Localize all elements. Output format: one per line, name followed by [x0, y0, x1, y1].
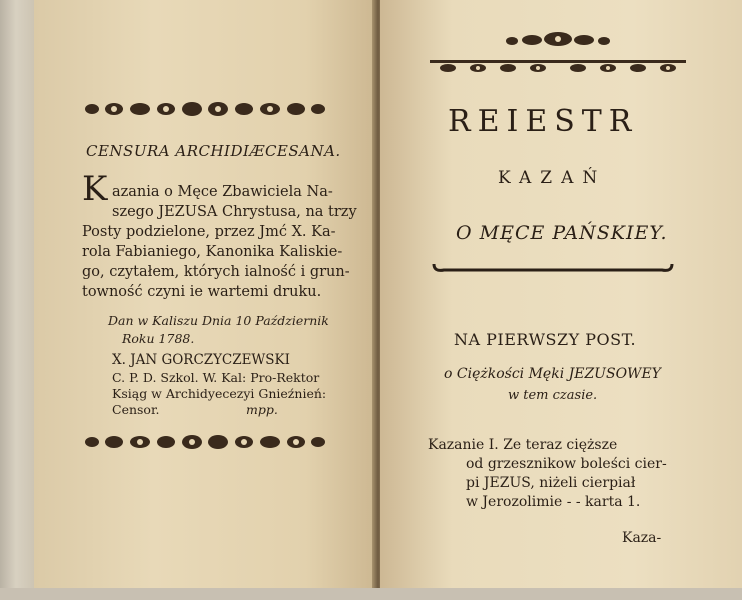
censura-body-line-6: towność czyni ie wartemi druku.	[82, 284, 322, 300]
signature-line-2: C. P. D. Szkol. W. Kal: Pro-Rektor	[112, 370, 320, 385]
signature-mpp: mpp.	[246, 402, 278, 417]
entry-line-1: Kazanie I. Ze teraz cięższe	[428, 437, 618, 453]
register-subtitle-2: O MĘCE PAŃSKIEY.	[456, 222, 668, 244]
censura-body-line-2: szego JEZUSA Chrystusa, na trzy	[112, 204, 357, 220]
left-page	[34, 0, 374, 600]
entry-line-2: od grzesznikow boleści cier-	[466, 456, 667, 472]
catchword: Kaza-	[622, 530, 662, 546]
topic-line-2: w tem czasie.	[508, 388, 598, 403]
date-line-2: Roku 1788.	[122, 331, 195, 346]
entry-line-4: w Jerozolimie - - karta 1.	[466, 494, 641, 510]
censura-body-line-1: azania o Męce Zbawiciela Na-	[112, 184, 333, 200]
entry-line-3: pi JEZUS, niżeli cierpiał	[466, 475, 636, 491]
register-subtitle: KAZAŃ	[498, 168, 607, 188]
bottom-ornament-icon	[82, 433, 328, 451]
censura-title: CENSURA ARCHIDIÆCESANA.	[86, 142, 341, 160]
censura-body-line-3: Posty podzielone, przez Jmć X. Ka-	[82, 224, 336, 240]
censura-body-line-5: go, czytałem, których ialność i grun-	[82, 264, 350, 280]
signature-line-4: Censor.	[112, 402, 160, 417]
topic-line-1: o Ciężkości Męki JEZUSOWEY	[444, 366, 661, 382]
date-line-1: Dan w Kaliszu Dnia 10 Październik	[108, 313, 329, 328]
decorative-rule-icon	[430, 260, 676, 276]
header-ornament-icon	[428, 30, 688, 76]
right-page	[380, 0, 742, 600]
top-ornament-icon	[82, 100, 328, 118]
section-heading: NA PIERWSZY POST.	[454, 330, 637, 349]
censura-body-line-4: rola Fabianiego, Kanonika Kaliskie-	[82, 244, 343, 260]
book-bottom-edge	[0, 588, 742, 600]
register-title: REIESTR	[448, 104, 639, 139]
signature-line-3: Ksiąg w Archidyecezyi Gnieźnień:	[112, 386, 327, 401]
signature-name: X. JAN GORCZYCZEWSKI	[112, 352, 290, 368]
drop-cap: K	[82, 169, 108, 209]
